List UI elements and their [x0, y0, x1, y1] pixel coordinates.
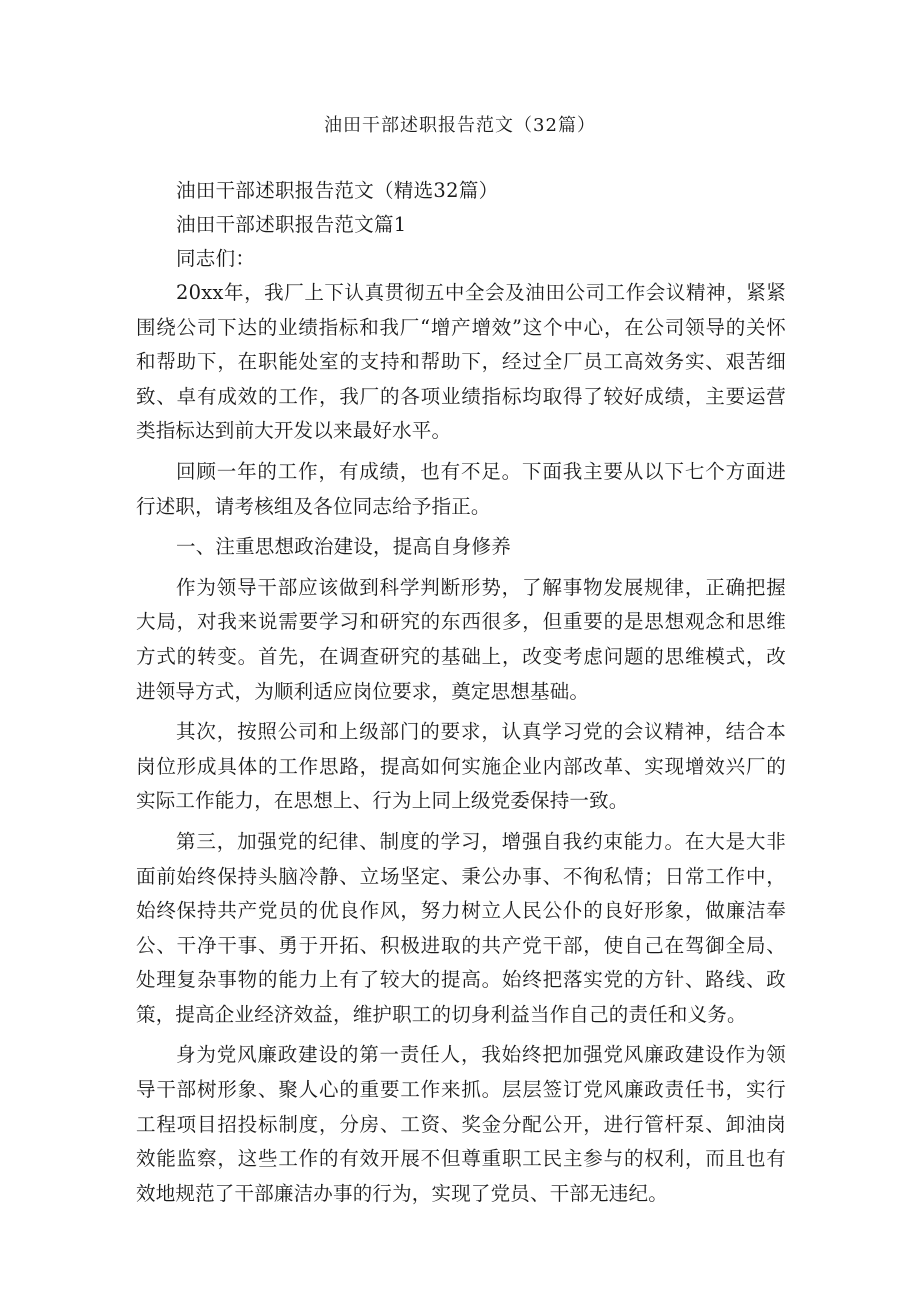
document-subtitle: 油田干部述职报告范文（精选32篇）: [176, 179, 499, 202]
salutation: 同志们：: [176, 247, 256, 270]
paragraph-1: 20xx年，我厂上下认真贯彻五中全会及油田公司工作会议精神，紧紧围绕公司下达的业绩指标和我厂“增产增效”这个中心，在公司领导的关怀和帮助下，在职能处室的支持和帮助下，经过全厂员工高效务实、艰苦细致、卓有成效的工作，我厂的各项业绩指标均取得了较好成绩，主要运营类指标达到前大开发以来最好水平。: [136, 281, 786, 443]
paragraph-3: 作为领导干部应该做到科学判断形势，了解事物发展规律，正确把握大局，对我来说需要学习和研究的东西很多，但重要的是思想观念和思维方式的转变。首先，在调查研究的基础上，改变考虑问题的思维模式，改进领导方式，为顺利适应岗位要求，奠定思想基础。: [136, 575, 786, 703]
paragraph-5: 第三，加强党的纪律、制度的学习，增强自我约束能力。在大是大非面前始终保持头脑冷静、立场坚定、秉公办事、不徇私情；日常工作中，始终保持共产党员的优良作风，努力树立人民公仆的良好形象，做廉洁奉公、干净干事、勇于开拓、积极进取的共产党干部，使自己在驾御全局、处理复杂事物的能力上有了较大的提高。始终把落实党的方针、路线、政策，提高企业经济效益，维护职工的切身利益当作自己的责任和义务。: [136, 829, 786, 1026]
paragraph-4: 其次，按照公司和上级部门的要求，认真学习党的会议精神，结合本岗位形成具体的工作思路，提高如何实施企业内部改革、实现增效兴厂的实际工作能力，在思想上、行为上同上级党委保持一致。: [136, 720, 786, 813]
document-title: 油田干部述职报告范文（32篇）: [324, 115, 596, 136]
section-heading: 油田干部述职报告范文篇1: [176, 213, 407, 236]
section-heading-1: 一、注重思想政治建设，提高自身修养: [176, 535, 511, 559]
paragraph-2: 回顾一年的工作，有成绩，也有不足。下面我主要从以下七个方面进行述职，请考核组及各位同志给予指正。: [136, 459, 786, 518]
document-body: [136, 174, 786, 1217]
paragraph-6: 身为党风廉政建设的第一责任人，我始终把加强党风廉政建设作为领导干部树形象、聚人心的重要工作来抓。层层签订党风廉政责任书，实行工程项目招投标制度，分房、工资、奖金分配公开，进行管杆泵、卸油岗效能监察，这些工作的有效开展不但尊重职工民主参与的权利，而且也有效地规范了干部廉洁办事的行为，实现了党员、干部无违纪。: [136, 1043, 786, 1205]
